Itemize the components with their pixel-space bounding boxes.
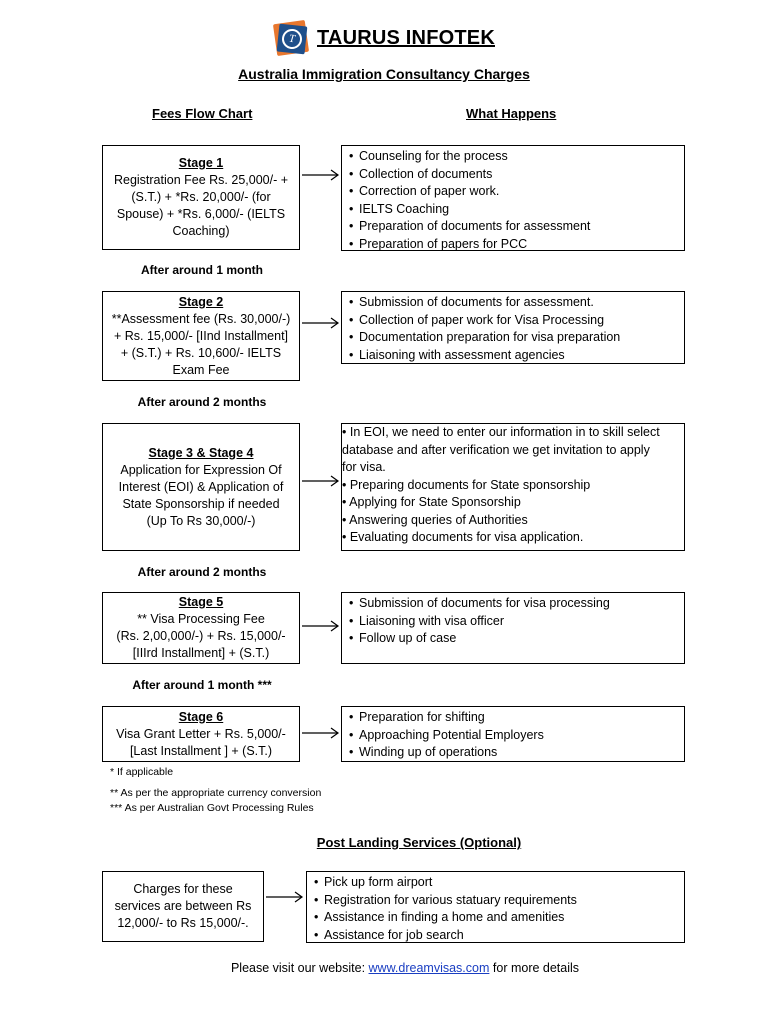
interval-label: After around 2 months — [137, 395, 267, 409]
stage-fee-text: **Assessment fee (Rs. 30,000/-) + Rs. 15,000/- [IInd Installment] + (S.T.) + Rs. 10,600/- IELTS Exam Fee — [111, 311, 291, 377]
footer-prefix: Please visit our website: — [230, 961, 366, 975]
stage-fee-text: ** Visa Processing Fee (Rs. 2,00,000/-) + Rs. 15,000/- [IIIrd Installment] + (S.T.) — [116, 612, 286, 660]
post-landing-title: Post Landing Services (Optional) — [316, 835, 522, 850]
stage-5-activities — [341, 592, 685, 664]
list-item: • Winding up of operations — [349, 744, 677, 762]
list-item: database and after verification we get invitation to apply — [342, 442, 650, 457]
list-item: • IELTS Coaching — [349, 201, 677, 219]
list-item: • Assistance in finding a home and amenities — [314, 909, 677, 927]
footnote: *** As per Australian Govt Processing Rules — [110, 802, 314, 814]
list-item: • Correction of paper work. — [349, 183, 677, 201]
list-item: • Collection of paper work for Visa Processing — [349, 312, 677, 330]
footer-suffix: for more details — [492, 961, 580, 975]
list-item: • Liaisoning with visa officer — [349, 613, 677, 631]
interval-label: After around 2 months — [137, 565, 267, 579]
stage-6-box — [102, 706, 300, 762]
list-item: • Answering queries of Authorities — [342, 512, 528, 527]
stage-title: Stage 1 — [178, 156, 224, 170]
stage-1-activities — [341, 145, 685, 251]
what-happens-heading: What Happens — [466, 106, 557, 121]
header — [0, 18, 768, 58]
stage-2-activities — [341, 291, 685, 364]
arrow-right-icon — [300, 619, 342, 633]
stage-3-4-activities — [341, 423, 685, 551]
post-landing-charges-box — [102, 871, 264, 942]
list-item: • Preparation for shifting — [349, 709, 677, 727]
page-subtitle: Australia Immigration Consultancy Charges — [238, 66, 530, 82]
stage-title: Stage 6 — [178, 709, 224, 724]
list-item: • Assistance for job search — [314, 927, 677, 945]
footnote: ** As per the appropriate currency conversion — [110, 787, 322, 799]
list-item: • Liaisoning with assessment agencies — [349, 347, 677, 365]
stage-6-activities — [341, 706, 685, 762]
stage-title: Stage 2 — [178, 294, 224, 309]
stage-1-box — [102, 145, 300, 250]
list-item: • Submission of documents for visa processing — [349, 595, 677, 613]
list-item: • Applying for State Sponsorship — [342, 495, 521, 509]
charges-text: Charges for these services are between Rs 12,000/- to Rs 15,000/-. — [114, 882, 252, 930]
stage-fee-text: Application for Expression Of Interest (EOI) & Application of State Sponsorship if needed (Up To Rs 30,000/-) — [118, 462, 284, 528]
arrow-right-icon — [300, 474, 342, 488]
interval-label: After around 1 month — [141, 263, 263, 277]
list-item: for visa. — [342, 460, 386, 474]
stage-2-box — [102, 291, 300, 381]
list-item: • Registration for various statuary requirements — [314, 892, 677, 910]
list-item: • Documentation preparation for visa preparation — [349, 329, 677, 347]
post-landing-services — [306, 871, 685, 943]
list-item: • Preparation of papers for PCC — [349, 236, 677, 254]
taurus-logo-icon: T — [273, 20, 311, 58]
stage-fee-text: Visa Grant Letter + Rs. 5,000/- [Last Installment ] + (S.T.) — [116, 726, 286, 758]
stage-title: Stage 3 & Stage 4 — [148, 445, 254, 460]
stage-5-box — [102, 592, 300, 664]
list-item: • Approaching Potential Employers — [349, 727, 677, 745]
list-item: • Pick up form airport — [314, 874, 677, 892]
interval-label: After around 1 month *** — [132, 678, 272, 692]
arrow-right-icon — [300, 316, 342, 330]
stage-fee-text: Registration Fee Rs. 25,000/- + (S.T.) + *Rs. 20,000/- (for Spouse) + *Rs. 6,000/- (IELTS Coaching) — [113, 173, 289, 238]
website-link[interactable]: www.dreamvisas.com — [368, 961, 490, 975]
arrow-right-icon — [300, 726, 342, 740]
list-item: • In EOI, we need to enter our information in to skill select — [342, 425, 660, 439]
footer — [0, 961, 768, 975]
footnote: * If applicable — [110, 766, 174, 778]
company-name: TAURUS INFOTEK — [317, 26, 495, 49]
list-item: • Preparation of documents for assessment — [349, 218, 677, 236]
list-item: • Evaluating documents for visa application. — [342, 530, 584, 544]
list-item: • Collection of documents — [349, 166, 677, 184]
list-item: • Counseling for the process — [349, 148, 677, 166]
fees-flow-chart-heading: Fees Flow Chart — [152, 106, 253, 121]
arrow-right-icon — [300, 168, 342, 182]
arrow-right-icon — [264, 890, 306, 904]
list-item: • Submission of documents for assessment. — [349, 294, 677, 312]
list-item: • Follow up of case — [349, 630, 677, 648]
list-item: • Preparing documents for State sponsorship — [342, 477, 591, 492]
stage-3-4-box — [102, 423, 300, 551]
stage-title: Stage 5 — [178, 595, 224, 609]
